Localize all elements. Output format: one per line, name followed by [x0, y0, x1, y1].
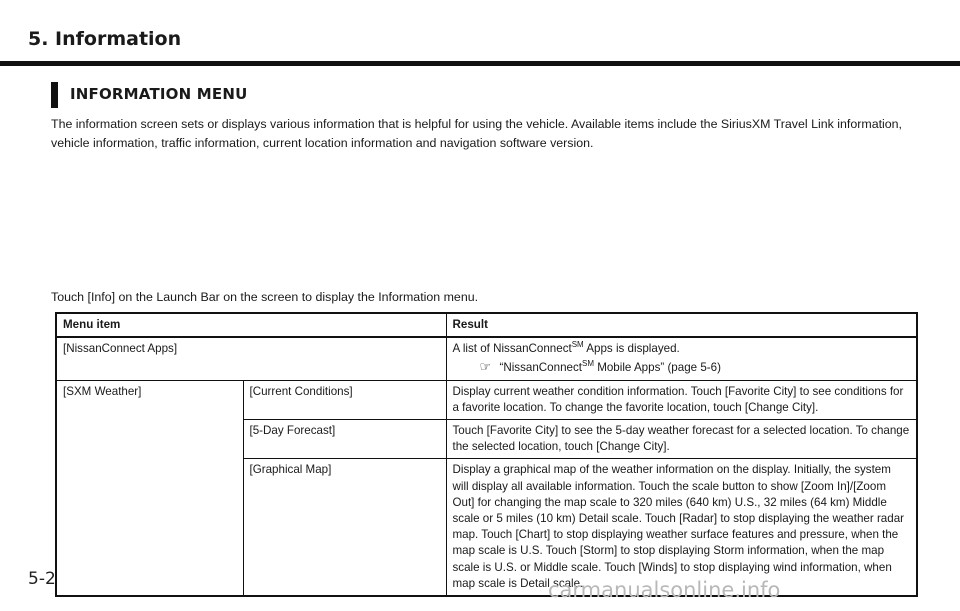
- information-menu-table: [55, 312, 918, 597]
- result-text: Apps is displayed.: [583, 342, 680, 356]
- table-row: [56, 337, 917, 380]
- section-marker: [51, 82, 58, 108]
- result-graphical-map: Display a graphical map of the weather information on the display. Initially, the system will display all available information. Touch the scale button to show [Zoom In]/[Zoom Out] for changing the map scale to 320 miles (640 km) U.S., 32 miles (64 km) Middle scale or 5 miles (10 km) Detail scale. Touch [Radar] to stop displaying the weather radar map. Touch [Chart] to stop displaying weather surface features and pressure, when the map scale is U.S. Touch [Storm] to stop displaying Storm information, when the map scale is U.S. or Middle scale. Touch [Winds] to stop displaying wind information, when map scale is Detail scale.: [446, 459, 917, 596]
- watermark: carmanualsonline.info: [548, 578, 781, 602]
- page-number: 5-2: [28, 569, 56, 589]
- header-result: Result: [446, 313, 917, 337]
- header-menu-item: Menu item: [56, 313, 446, 337]
- section-title: INFORMATION MENU: [70, 85, 248, 103]
- intro-paragraph: The information screen sets or displays various information that is helpful for using the vehicle. Available items include the SiriusXM Travel Link information, vehicle information, traffic information, current location information and navigation software version.: [51, 117, 903, 150]
- result-current-conditions: Display current weather condition information. Touch [Favorite City] to see conditions for a favorite location. To change the favorite location, touch [Change City].: [446, 380, 917, 419]
- service-mark: SM: [581, 359, 594, 369]
- reference-text: Mobile Apps” (page 5-6): [593, 361, 721, 375]
- submenu-graphical-map: [Graphical Map]: [243, 459, 446, 596]
- lead-paragraph: Touch [Info] on the Launch Bar on the screen to display the Information menu.: [51, 290, 479, 304]
- result-5-day-forecast: Touch [Favorite City] to see the 5-day weather forecast for a selected location. To change the selected location, touch [Change City].: [446, 420, 917, 459]
- submenu-5-day-forecast: [5-Day Forecast]: [243, 420, 446, 459]
- menu-item-nissanconnect-apps: [NissanConnect Apps]: [56, 337, 446, 380]
- pointing-hand-icon: ☞: [479, 359, 492, 375]
- cross-reference-link[interactable]: [453, 359, 911, 376]
- table-row: [56, 380, 917, 419]
- chapter-title: 5. Information: [28, 28, 182, 50]
- service-mark: SM: [571, 340, 584, 350]
- result-text: A list of NissanConnect: [452, 342, 572, 356]
- result-nissanconnect-apps: [446, 337, 917, 380]
- submenu-current-conditions: [Current Conditions]: [243, 380, 446, 419]
- header-rule: [0, 61, 960, 66]
- table-header-row: [56, 313, 917, 337]
- menu-item-sxm-weather: [SXM Weather]: [56, 380, 243, 596]
- reference-text: “NissanConnect: [499, 361, 582, 375]
